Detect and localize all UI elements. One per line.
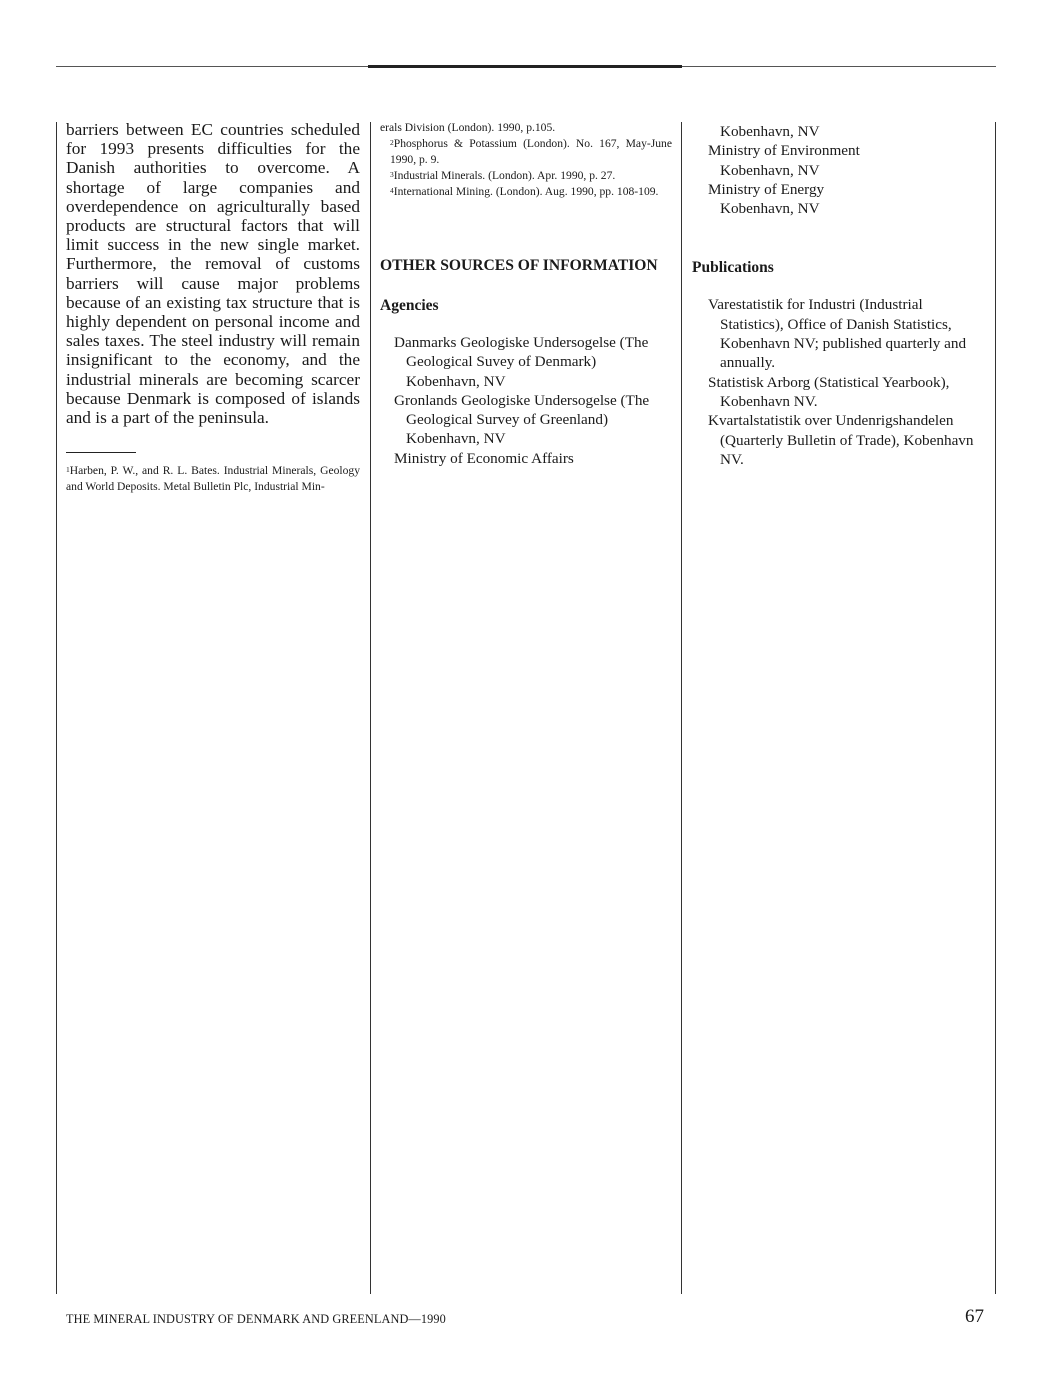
agencies-heading: Agencies: [380, 297, 439, 314]
footer-title: THE MINERAL INDUSTRY OF DENMARK AND GREENLAND—1990: [66, 1312, 446, 1326]
column-divider-2: [681, 122, 682, 1294]
column-divider-right: [995, 122, 996, 1294]
footnote-marker: 1: [66, 465, 70, 475]
column-divider-1: [370, 122, 371, 1294]
column-1: [66, 120, 360, 495]
publication-item: Kvartalstatistik over Undenrigshandelen (Quarterly Bulletin of Trade), Kobenhavn NV.: [708, 412, 974, 468]
body-paragraph: barriers between EC countries scheduled for 1993 presents difficulties for the Danish authorities to overcome. A shortage of large companies and overdependence on agriculturally based products are structural factors that will limit success in the new single market. Furthermore, the removal of customs barriers will cause major problems because of an existing tax structure that is highly dependent on personal income and sales taxes. The steel industry will remain insignificant to the economy, and the industrial minerals are becoming scarcer because Denmark is composed of islands and is a part of the peninsula.: [66, 120, 360, 428]
footnote-separator: [66, 452, 136, 453]
column-3: [692, 120, 986, 469]
footnote-3: [380, 168, 672, 184]
agency-item: Ministry of Economic Affairs: [394, 449, 574, 467]
publication-item: Statistisk Arborg (Statistical Yearbook), Kobenhavn NV.: [708, 373, 950, 410]
footnote-marker: 3: [390, 170, 394, 179]
section-heading: OTHER SOURCES OF INFORMATION: [380, 257, 658, 274]
footnote-continuation: erals Division (London). 1990, p.105.: [380, 121, 556, 134]
agency-line: Kobenhavn, NV: [720, 123, 820, 140]
agency-line: Kobenhavn, NV: [720, 161, 820, 179]
footnote-text: International Mining. (London). Aug. 1990, pp. 108-109.: [393, 185, 659, 198]
footnote-1: [66, 463, 360, 495]
footnote-marker: 4: [390, 186, 394, 195]
footnote-marker: 2: [390, 138, 394, 147]
agency-line: Ministry of Environment: [708, 142, 860, 160]
footnote-4: [380, 184, 672, 200]
footnote-text: Harben, P. W., and R. L. Bates. Industrial Minerals, Geology and World Deposits. Metal Bulletin Plc, Industrial Min-: [66, 464, 360, 494]
agency-item: Gronlands Geologiske Undersogelse (The Geological Survey of Greenland) Kobenhavn, NV: [394, 391, 650, 448]
column-divider-left: [56, 122, 57, 1294]
page-number: 67: [965, 1306, 984, 1327]
publications-heading: Publications: [692, 259, 774, 277]
footnote-text: Industrial Minerals. (London). Apr. 1990, p. 27.: [393, 169, 616, 182]
agency-line: Ministry of Energy: [708, 180, 825, 198]
footnote-2: [380, 136, 672, 168]
agency-item: Danmarks Geologiske Undersogelse (The Geological Suvey of Denmark) Kobenhavn, NV: [394, 334, 649, 390]
top-rule-accent: [368, 65, 682, 68]
agencies-list: [380, 333, 650, 468]
agencies-continuation: [696, 122, 986, 218]
publication-item: Varestatistik for Industri (Industrial Statistics), Office of Danish Statistics, Kobenhavn NV; published quarterly and annually.: [708, 296, 967, 372]
publications-list: [696, 295, 982, 469]
footnote-text: Phosphorus & Potassium (London). No. 167, May-June 1990, p. 9.: [390, 137, 672, 166]
agency-line: Kobenhavn, NV: [720, 200, 820, 218]
column-2: [380, 120, 672, 468]
